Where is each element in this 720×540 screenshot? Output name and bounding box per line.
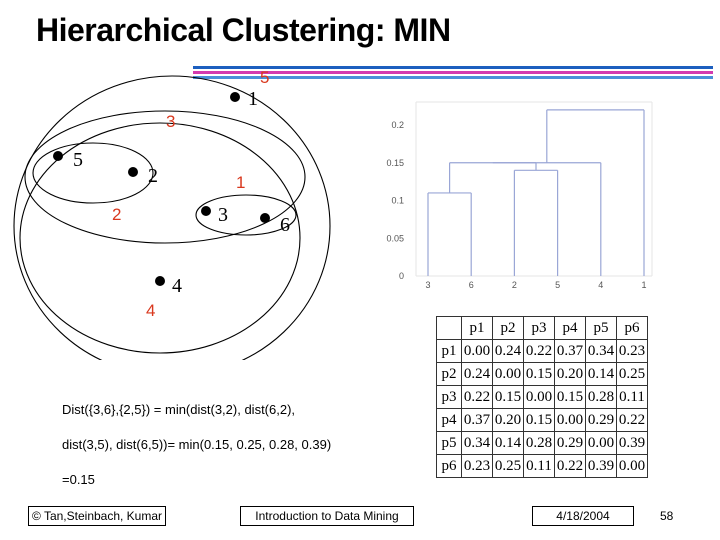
point-4: [155, 276, 165, 286]
point-3: [201, 206, 211, 216]
table-cell: 0.22: [524, 340, 555, 363]
point-label-4: 4: [172, 275, 182, 297]
table-row-header: p6: [437, 455, 462, 478]
cluster-outline-2356: [25, 111, 305, 243]
table-row: [437, 363, 648, 386]
table-cell: 0.11: [617, 386, 648, 409]
table-row-header: p3: [437, 386, 462, 409]
point-label-1: 1: [248, 88, 258, 110]
dendrogram-chart: [360, 95, 660, 295]
table-header-row: [437, 317, 648, 340]
table-cell: 0.11: [524, 455, 555, 478]
table-cell: 0.20: [493, 409, 524, 432]
dendrogram-leaf-label: 3: [425, 280, 431, 290]
table-row: [437, 340, 648, 363]
table-cell: 0.39: [586, 455, 617, 478]
table-cell: 0.22: [617, 409, 648, 432]
table-cell: 0.34: [586, 340, 617, 363]
point-label-2: 2: [148, 165, 158, 187]
table-cell: 0.24: [462, 363, 493, 386]
table-row-header: p2: [437, 363, 462, 386]
table-row: [437, 409, 648, 432]
dendrogram-y-tick-label: 0.05: [386, 233, 404, 244]
table-cell: 0.37: [555, 340, 586, 363]
footer-date: 4/18/2004: [532, 506, 634, 526]
table-cell: 0.15: [493, 386, 524, 409]
merge-label-4: 4: [146, 301, 156, 320]
table-cell: 0.29: [586, 409, 617, 432]
table-column-header: p1: [462, 317, 493, 340]
table-cell: 0.22: [462, 386, 493, 409]
table-cell: 0.15: [524, 363, 555, 386]
table-cell: 0.22: [555, 455, 586, 478]
table-cell: 0.00: [555, 409, 586, 432]
merge-label-1: 1: [236, 173, 246, 192]
table-cell: 0.24: [493, 340, 524, 363]
table-row-header: p4: [437, 409, 462, 432]
table-cell: 0.14: [586, 363, 617, 386]
point-6: [260, 213, 270, 223]
footer-page-number: 58: [660, 509, 674, 523]
table-cell: 0.34: [462, 432, 493, 455]
table-cell: 0.15: [524, 409, 555, 432]
footer-author: © Tan,Steinbach, Kumar: [28, 506, 166, 526]
point-label-5: 5: [73, 149, 83, 171]
distance-matrix-table: [436, 316, 648, 478]
footer-course: Introduction to Data Mining: [240, 506, 414, 526]
table-cell: 0.14: [493, 432, 524, 455]
point-label-6: 6: [280, 214, 290, 236]
dendrogram-merge-1: [428, 193, 471, 276]
dendrogram-leaf-label: 6: [468, 280, 474, 290]
table-cell: 0.25: [493, 455, 524, 478]
table-column-header: p6: [617, 317, 648, 340]
point-5: [53, 151, 63, 161]
merge-label-2: 2: [112, 205, 122, 224]
table-cell: 0.00: [493, 363, 524, 386]
dendrogram-merge-4: [493, 163, 601, 276]
dendrogram-merge-5: [547, 110, 644, 276]
table-column-header: p5: [586, 317, 617, 340]
table-cell: 0.00: [524, 386, 555, 409]
table-column-header: p4: [555, 317, 586, 340]
table-column-header: p3: [524, 317, 555, 340]
explanation-line-3: =0.15: [62, 472, 95, 487]
dendrogram-merge-3: [450, 163, 536, 193]
table-cell: 0.15: [555, 386, 586, 409]
point-1: [230, 92, 240, 102]
merge-label-3: 3: [166, 112, 176, 131]
table-cell: 0.00: [586, 432, 617, 455]
table-cell: 0.00: [462, 340, 493, 363]
table-cell: 0.23: [462, 455, 493, 478]
table-cell: 0.00: [617, 455, 648, 478]
table-cell: 0.29: [555, 432, 586, 455]
nested-cluster-diagram: [0, 60, 360, 360]
point-2: [128, 167, 138, 177]
table-row-header: p5: [437, 432, 462, 455]
explanation-line-1: Dist({3,6},{2,5}) = min(dist(3,2), dist(6,2),: [62, 402, 296, 417]
table-cell: 0.28: [586, 386, 617, 409]
dendrogram-y-tick-label: 0.2: [391, 120, 404, 130]
table-cell: 0.37: [462, 409, 493, 432]
dendrogram-y-tick-label: 0.15: [386, 157, 404, 168]
point-label-3: 3: [218, 204, 228, 226]
table-row: [437, 455, 648, 478]
dendrogram-leaf-label: 1: [641, 280, 647, 290]
dendrogram-merge-2: [514, 170, 557, 276]
dendrogram-y-tick-label: 0.1: [391, 195, 404, 206]
slide-title: Hierarchical Clustering: MIN: [36, 12, 451, 48]
explanation-line-2: dist(3,5), dist(6,5))= min(0.15, 0.25, 0.28, 0.39): [62, 437, 332, 452]
table-cell: 0.28: [524, 432, 555, 455]
dendrogram-leaf-label: 5: [555, 280, 561, 290]
table-row-header: p1: [437, 340, 462, 363]
table-row: [437, 432, 648, 455]
table-cell: 0.20: [555, 363, 586, 386]
table-column-header: p2: [493, 317, 524, 340]
table-cell: 0.23: [617, 340, 648, 363]
table-cell: 0.25: [617, 363, 648, 386]
table-corner-cell: [437, 317, 462, 340]
dendrogram-leaf-label: 2: [511, 280, 517, 290]
merge-label-5: 5: [260, 68, 270, 87]
table-cell: 0.39: [617, 432, 648, 455]
dendrogram-leaf-label: 4: [598, 280, 604, 290]
table-row: [437, 386, 648, 409]
dendrogram-y-tick-label: 0: [398, 271, 404, 281]
